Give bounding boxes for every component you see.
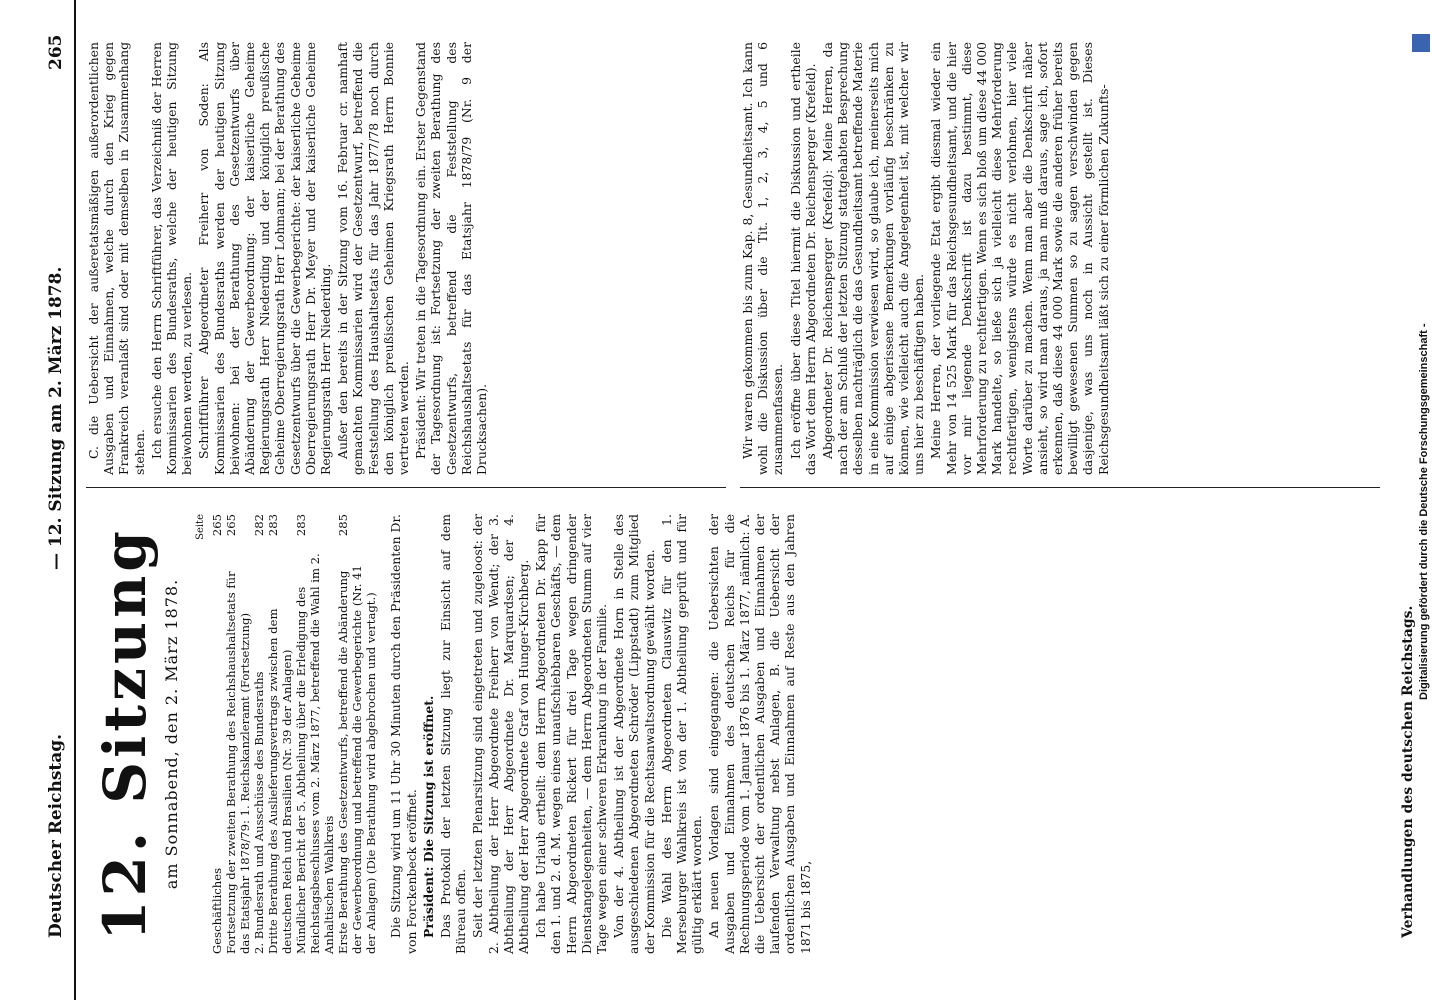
dfg-logo-icon: [1412, 34, 1430, 52]
session-title: 12. Sitzung: [91, 527, 159, 941]
paragraph: Von der 4. Abtheilung ist der Abgeordnete Horn in Stelle des ausgeschiedenen Abgeordneten Schröder (Lippstadt) zum Mitglied der Kommission für die Rechtsanwaltsordnung gewählt worden.: [611, 514, 657, 954]
paragraph: An neuen Vorlagen sind eingegangen: die Uebersichten der Ausgaben und Einnahmen des deutschen Reichs für die Rechnungsperiode vom 1. Januar 1876 bis 1. März 1877, nämlich: A. die Uebersicht der ordentlichen Ausgaben und Einnahmen der laufenden Verwaltung nebst Anlagen, B. die Uebersicht der ordentlichen Ausgaben und Einnahmen auf Reste aus den Jahren 1871 bis 1875,: [706, 514, 813, 954]
toc-item: Geschäftliches 265: [210, 514, 225, 954]
session-date: am Sonnabend, den 2. März 1878.: [162, 578, 181, 890]
paragraph: Abgeordneter Dr. Reichensperger (Krefeld): Meine Herren, da nach der am Schluß der letzten Sitzung stattgehabten Besprechung desselben nachträglich die das Gesundheitsamt betreffende Materie in eine Kommission verwiesen wird, so glaube ich, meinerseits mich auf einige abgerissene Bemerkungen vorläufig beschränken zu können, wie vielleicht auch die Angelegenheit ist, mit welcher wir uns hier zu beschäftigen haben.: [820, 42, 927, 475]
header-center: — 12. Sitzung am 2. März 1878.: [46, 266, 66, 570]
paragraph: Die Wahl des Herrn Abgeordneten Clauswitz für den 1. Merseburger Wahlkreis ist von der 1. Abtheilung geprüft und für gültig erklärt worden.: [658, 514, 705, 954]
page-number: 265: [46, 34, 66, 70]
paragraph: Ich habe Urlaub ertheilt: dem Herrn Abgeordneten Dr. Kapp für den 1. und 2. d. M. wegen eines unaufschiebbaren Geschäfts, — dem Herrn Abgeordneten Rickert für drei Tage wegen dringender Dienstangelegenheiten, — dem Herrn Abgeordneten Stumm auf vier Tage wegen einer schweren Erkrankung in der Familie.: [533, 514, 610, 954]
digitization-imprint: Digitalisierung gefördert durch die Deutsche Forschungsgemeinschaft -: [1418, 323, 1430, 700]
paragraph: Präsident: Die Sitzung ist eröffnet.: [420, 695, 436, 938]
paragraph: Wir waren gekommen bis zum Kap. 8, Gesundheitsamt. Ich kann wohl die Diskussion über die Tit. 1, 2, 3, 4, 5 und 6 zusammenfassen.: [740, 42, 786, 475]
paragraph: C. die Uebersicht der außeretatsmäßigen außerordentlichen Ausgaben und Einnahmen, welche durch den Krieg gegen Frankreich veranlaßt sind oder mit demselben in Zusammenhang stehen.: [86, 42, 147, 475]
toc-item: Mündlicher Bericht der 5. Abtheilung über die Erledigung des Reichstagsbeschlusses vom 2. März 1877, betreffend die Wahl im 2. Anhaltischen Wahlkreis 283: [294, 514, 337, 954]
paragraph: Meine Herren, der vorliegende Etat ergibt diesmal wieder ein Mehr von 14 525 Mark für das Reichsgesundheitsamt, und die hier vor mir liegende Denkschrift ist dazu bestimmt, diese Mehrforderung zu rechtfertigen. Wenn es sich bloß um diese 44 000 Mark handelte, so ließe sich ja vielleicht diese Mehrforderung rechtfertigen, wenigstens würde es nicht verlohnen, hier viele Worte darüber zu machen. Wenn man aber die Denkschrift näher ansieht, so wird man daraus, ja man muß daraus, sage ich, sofort erkennen, daß diese 44 000 Mark sowie die anderen früher bereits bewilligt gewesenen Summen so zu sagen verschwinden gegen dasjenige, was uns noch in Aussicht gestellt ist. Dieses Reichsgesundheitsamt läßt sich zu einer förmlichen Zukunfts-: [928, 42, 1111, 475]
toc-item: 2. Bundesrath und Ausschüsse des Bundesraths 282: [252, 514, 267, 954]
paragraph: Das Protokoll der letzten Sitzung liegt zur Einsicht auf dem Büreau offen.: [438, 514, 469, 954]
toc-item: Erste Berathung des Gesetzentwurfs, betreffend die Abänderung der Gewerbeordnung und betreffend die Gewerbegerichte (Nr. 41 der Anlagen) (Die Berathung wird abgebrochen und vertagt.) 285: [336, 514, 379, 954]
paragraph: Seit der letzten Plenarsitzung sind eingetreten und zugeloost: der 2. Abtheilung der Herr Abgeordnete Freiherr von Wendt; der 3. Abtheilung der Herr Abgeordnete Dr. Marquardsen; der 4. Abtheilung der Herr Abgeordnete Graf von Hunger-Kirchberg.: [470, 514, 532, 954]
paragraph: Ich eröffne über diese Titel hiermit die Diskussion und ertheile das Wort dem Herrn Abgeordneten Dr. Reichensperger (Krefeld).: [787, 42, 818, 475]
header-left: Deutscher Reichstag.: [46, 733, 66, 938]
paragraph: Die Sitzung wird um 11 Uhr 30 Minuten durch den Präsidenten Dr. von Forckenbeck eröffnet.: [388, 514, 419, 954]
toc-item: Dritte Berathung des Auslieferungsvertrags zwischen dem deutschen Reich und Brasilien (Nr. 39 der Anlagen) 283: [266, 514, 295, 954]
left-column: [86, 514, 813, 954]
right-column: [86, 42, 726, 488]
paragraph: Schriftführer Abgeordneter Freiherr von Soden: Als Kommissarien des Bundesraths werden der heutigen Sitzung beiwohnen: bei der Berathung des Gesetzentwurfs über Abänderung der Gewerbeordnung: der kaiserliche Geheime Regierungsrath Herr Niederding und der königlich preußische Geheime Oberregierungsrath Herr Lohmann; bei der Berathung des Gesetzentwurfs über die Gewerbegerichte: der kaiserliche Geheime Oberregierungsrath Herr Dr. Meyer und der kaiserliche Geheime Regierungsrath Herr Niederding.: [196, 42, 334, 475]
toc-header: [193, 514, 208, 954]
page-footer: Verhandlungen des deutschen Reichstags.: [1400, 605, 1416, 938]
paragraph: Ich ersuche den Herrn Schriftführer, das Verzeichniß der Herren Kommissarien des Bundesraths, welche der heutigen Sitzung beiwohnen werden, zu verlesen.: [148, 42, 195, 475]
paragraph: Außer den bereits in der Sitzung vom 16. Februar cr. namhaft gemachten Kommissarien wird der Gesetzentwurf, betreffend die Feststellung des Haushaltsetats für das Jahr 1877/78 noch durch den königlich preußischen Geheimen Kriegsrath Herrn Bonnie vertreten werden.: [335, 42, 412, 475]
right-column-lower: [740, 42, 1380, 488]
toc-seite-label: Seite: [195, 514, 207, 540]
toc-item: Fortsetzung der zweiten Berathung des Reichshaushaltsetats für das Etatsjahr 1878/79: 1. Reichskanzleramt (Fortsetzung) 265: [224, 514, 253, 954]
paragraph: Präsident: Wir treten in die Tagesordnung ein. Erster Gegenstand der Tagesordnung ist: Fortsetzung der zweiten Berathung des Gesetzentwurfs, betreffend die Feststellung des Reichshaushaltsetats für das Etatsjahr 1878/79 (Nr. 9 der Drucksachen).: [413, 42, 490, 475]
page-header: [40, 0, 76, 1000]
